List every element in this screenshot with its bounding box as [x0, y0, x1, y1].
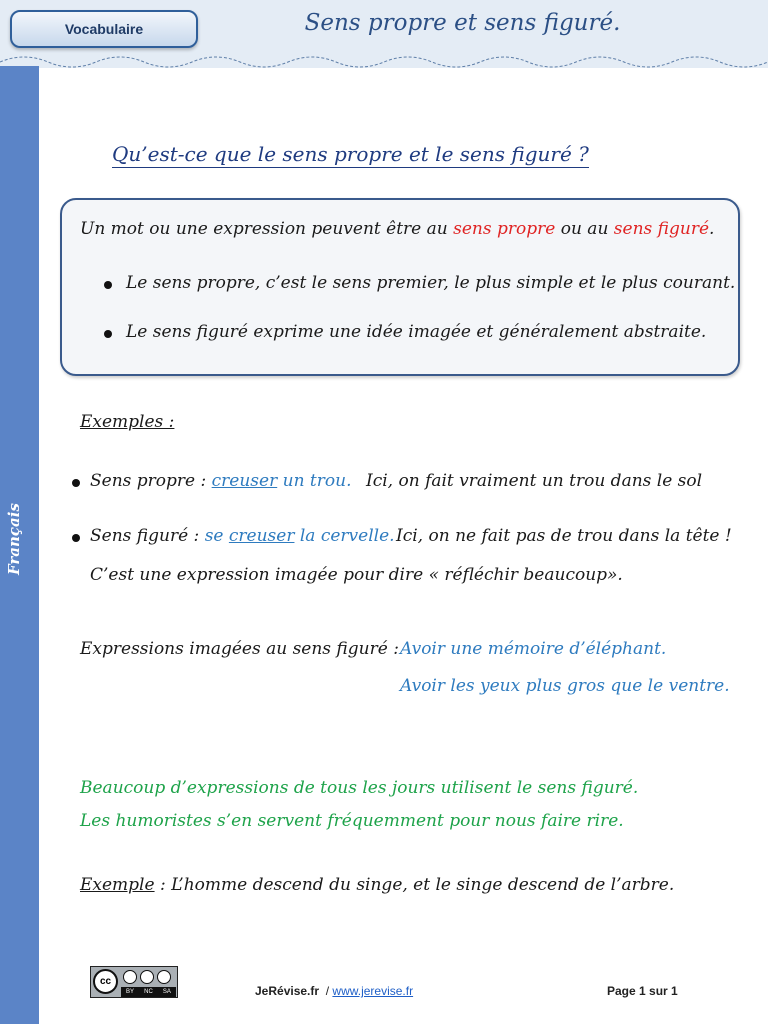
example-2-note: Ici, on ne fait pas de trou dans la tête ! — [396, 526, 732, 546]
example-2-pre: se — [204, 526, 229, 546]
footer-site-name: JeRévise.fr — [255, 984, 320, 998]
definition-intro-c: . — [709, 219, 715, 239]
license-term-nc: NC — [144, 989, 153, 995]
definition-bullet-2: Le sens figuré exprime une idée imagée et généralement abstraite. — [126, 322, 707, 342]
license-icons — [123, 970, 171, 984]
example-1 — [90, 471, 351, 491]
example-1-rest: un trou. — [277, 471, 352, 491]
creative-commons-icon: cc — [93, 969, 118, 994]
green-note-line-2: Les humoristes s’en servent fréquemment pour nous faire rire. — [80, 811, 624, 831]
term-sens-figure: sens figuré — [613, 219, 710, 239]
noncommercial-icon — [140, 970, 154, 984]
footer-separator: / — [325, 984, 330, 998]
definition-bullet-1: Le sens propre, c’est le sens premier, le plus simple et le plus courant. — [126, 273, 736, 293]
final-example-label: Exemple — [80, 875, 155, 895]
page-title: Sens propre et sens figuré. — [304, 10, 621, 36]
page-number: Page 1 sur 1 — [607, 984, 678, 998]
license-terms — [121, 987, 176, 997]
definition-intro-b: ou au — [555, 219, 614, 239]
license-term-by: BY — [126, 989, 135, 995]
bullet-dot — [104, 281, 112, 289]
definition-intro-a: Un mot ou une expression peuvent être au — [80, 219, 454, 239]
example-1-word: creuser — [211, 471, 278, 491]
section-title: Qu’est-ce que le sens propre et le sens figuré ? — [112, 142, 589, 166]
subject-label-text: Français — [5, 503, 23, 575]
expression-item-2: Avoir les yeux plus gros que le ventre. — [400, 676, 730, 696]
examples-heading: Exemples : — [80, 412, 175, 432]
example-2 — [90, 526, 395, 546]
final-example-text: : L’homme descend du singe, et le singe descend de l’arbre. — [154, 875, 675, 895]
category-badge: Vocabulaire — [10, 10, 198, 48]
example-2-word: creuser — [228, 526, 295, 546]
definition-intro — [80, 219, 714, 239]
bullet-dot — [72, 534, 80, 542]
sharealike-icon — [157, 970, 171, 984]
example-2-rest: la cervelle. — [294, 526, 395, 546]
final-example — [80, 875, 674, 895]
expressions-label: Expressions imagées au sens figuré : — [80, 639, 399, 659]
bullet-dot — [72, 479, 80, 487]
license-badge[interactable] — [90, 966, 178, 998]
expression-item-1: Avoir une mémoire d’éléphant. — [400, 639, 667, 659]
header-wave — [0, 50, 768, 78]
footer-site-link[interactable]: www.jerevise.fr — [332, 984, 414, 998]
license-term-sa: SA — [162, 989, 171, 995]
example-2-explanation: C’est une expression imagée pour dire « réfléchir beaucoup». — [90, 565, 623, 585]
example-1-note: Ici, on fait vraiment un trou dans le sol — [366, 471, 703, 491]
example-1-label: Sens propre : — [90, 471, 212, 491]
term-sens-propre: sens propre — [453, 219, 556, 239]
bullet-dot — [104, 330, 112, 338]
green-note-line-1: Beaucoup d’expressions de tous les jours utilisent le sens figuré. — [80, 778, 639, 798]
example-2-label: Sens figuré : — [90, 526, 205, 546]
attribution-icon — [123, 970, 137, 984]
footer-site — [255, 984, 413, 998]
